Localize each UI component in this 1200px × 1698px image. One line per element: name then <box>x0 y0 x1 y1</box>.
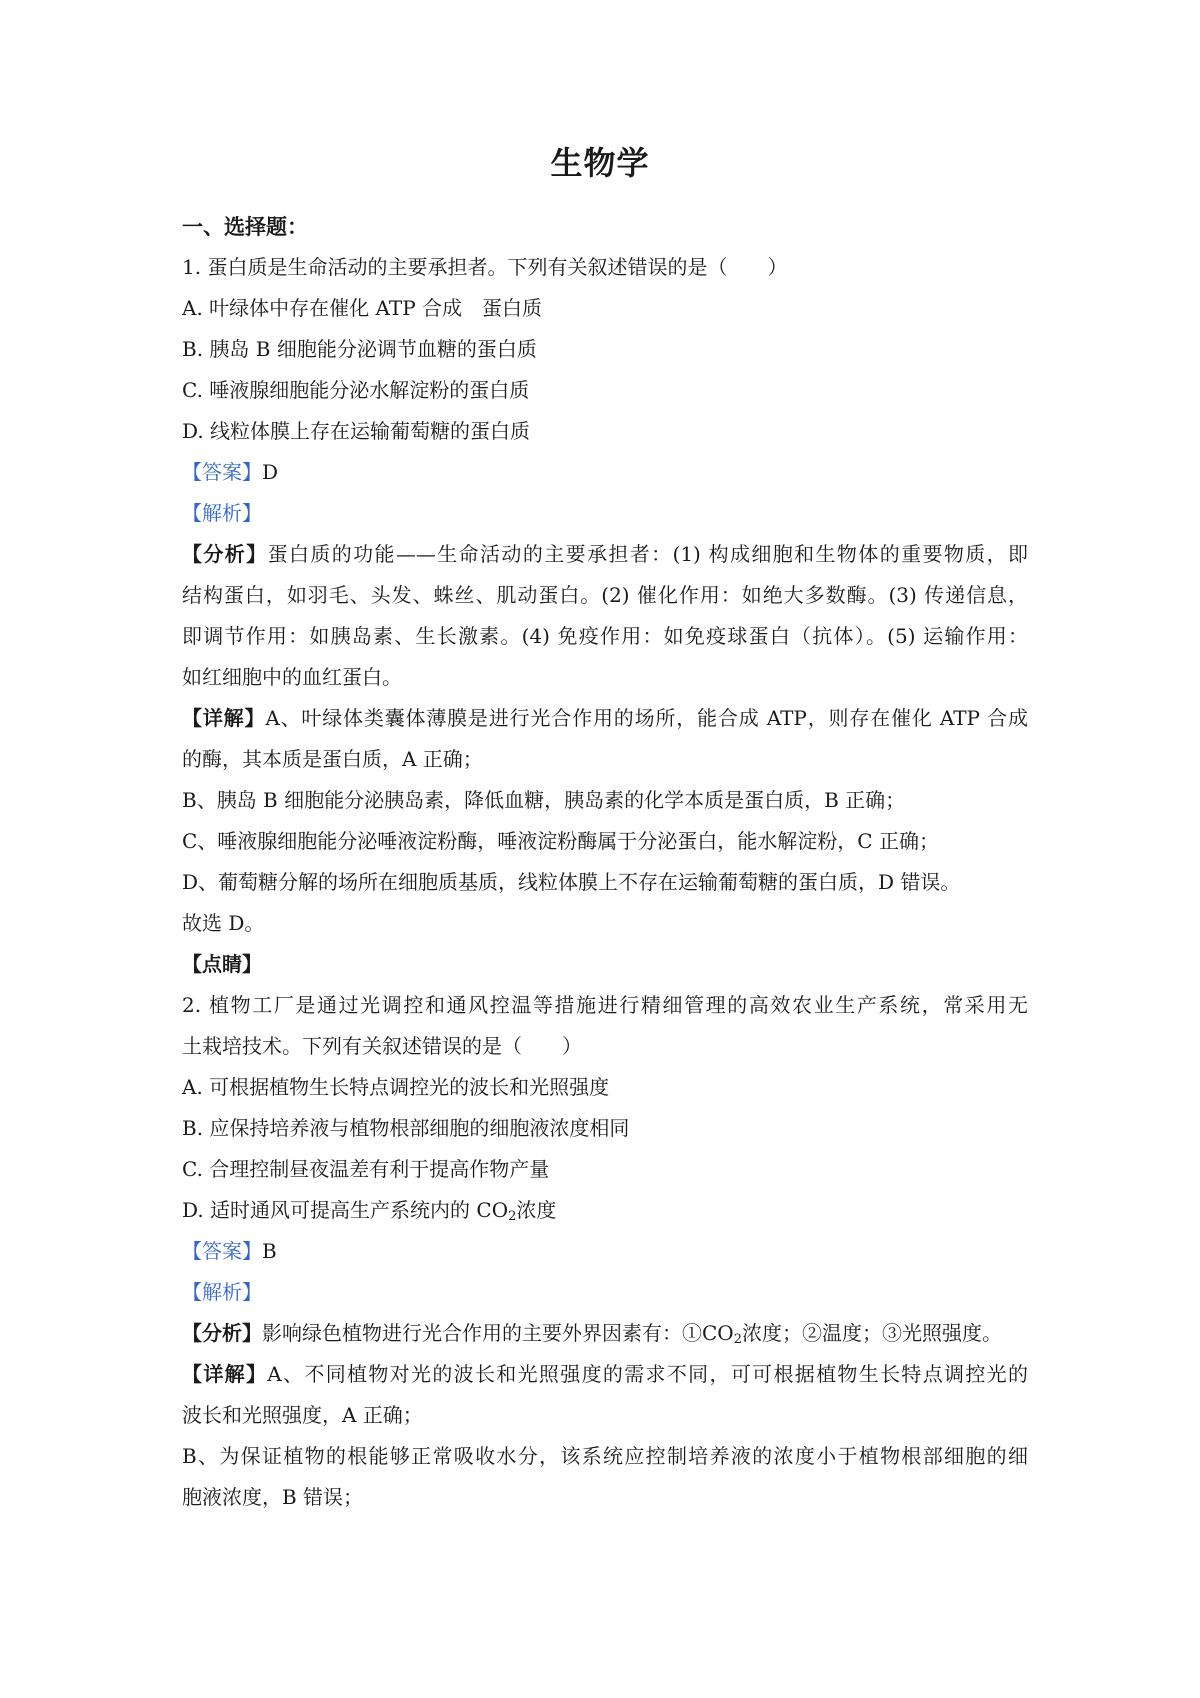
q1-option-c: C. 唾液腺细胞能分泌水解淀粉的蛋白质 <box>182 378 530 402</box>
xiangjie-text: A、不同植物对光的波长和光照强度的需求不同，可可根据植物生长特点调控光的 <box>267 1362 1028 1386</box>
q1-xiangjie-line-3: B、胰岛 B 细胞能分泌胰岛素，降低血糖，胰岛素的化学本质是蛋白质，B 正确； <box>182 788 906 812</box>
q1-xiangjie-line-5: D、葡萄糖分解的场所在细胞质基质，线粒体膜上不存在运输葡萄糖的蛋白质，D 错误。 <box>182 870 961 894</box>
section-heading: 一、选择题： <box>182 214 308 239</box>
fenxi-text: 影响绿色植物进行光合作用的主要外界因素有：①CO <box>262 1321 734 1345</box>
q2-xiangjie-line-4: 胞液浓度，B 错误； <box>182 1485 364 1509</box>
q1-xiangjie-line-2: 的酶，其本质是蛋白质，A 正确； <box>182 747 483 771</box>
subscript: 2 <box>733 1332 742 1347</box>
option-d-suffix: 浓度 <box>516 1198 557 1222</box>
q2-option-b: B. 应保持培养液与植物根部细胞的细胞液浓度相同 <box>182 1116 630 1140</box>
q1-option-a: A. 叶绿体中存在催化 ATP 合成 蛋白质 <box>182 296 543 320</box>
q1-fenxi-line-2: 结构蛋白，如羽毛、头发、蛛丝、肌动蛋白。(2) 催化作用：如绝大多数酶。(3) 传递信息， <box>182 583 1028 607</box>
xiangjie-text: A、叶绿体类囊体薄膜是进行光合作用的场所，能合成 ATP，则存在催化 ATP 合成 <box>265 706 1029 730</box>
subscript: 2 <box>508 1209 517 1224</box>
q1-option-d: D. 线粒体膜上存在运输葡萄糖的蛋白质 <box>182 419 531 443</box>
q1-xiangjie-line-4: C、唾液腺细胞能分泌唾液淀粉酶，唾液淀粉酶属于分泌蛋白，能水解淀粉，C 正确； <box>182 829 939 853</box>
q1-fenxi-line-4: 如红细胞中的血红蛋白。 <box>182 665 402 689</box>
q1-fenxi-line-3: 即调节作用：如胰岛素、生长激素。(4) 免疫作用：如免疫球蛋白（抗体）。(5) 运输作用： <box>182 624 1028 648</box>
q2-xiangjie-line-1 <box>182 1354 1028 1395</box>
q2-xiangjie-line-3: B、为保证植物的根能够正常吸收水分，该系统应控制培养液的浓度小于植物根部细胞的细 <box>182 1444 1028 1468</box>
q1-answer <box>182 452 1028 493</box>
option-d-text: D. 适时通风可提高生产系统内的 CO <box>182 1198 509 1222</box>
fenxi-tag: 【分析】 <box>182 542 268 566</box>
q2-xiangjie-line-2: 波长和光照强度，A 正确； <box>182 1403 423 1427</box>
fenxi-text: 蛋白质的功能——生命活动的主要承担者：(1) 构成细胞和生物体的重要物质，即 <box>267 542 1029 566</box>
xiangjie-tag: 【详解】 <box>182 706 266 730</box>
q1-xiangjie-line-6: 故选 D。 <box>182 911 265 935</box>
xiangjie-tag: 【详解】 <box>182 1362 268 1386</box>
q1-dianjing-tag: 【点睛】 <box>182 952 262 976</box>
q2-option-a: A. 可根据植物生长特点调控光的波长和光照强度 <box>182 1075 610 1099</box>
q1-fenxi-line-1 <box>182 534 1028 575</box>
q1-option-b: B. 胰岛 B 细胞能分泌调节血糖的蛋白质 <box>182 337 537 361</box>
fenxi-tag: 【分析】 <box>182 1321 262 1345</box>
page-title: 生物学 <box>550 144 650 182</box>
q2-option-d <box>182 1190 1028 1231</box>
q2-answer <box>182 1231 1028 1272</box>
answer-tag: 【答案】 <box>182 1239 262 1263</box>
question-2-stem-line-1: 2. 植物工厂是通过光调控和通风控温等措施进行精细管理的高效农业生产系统，常采用无 <box>182 993 1028 1017</box>
answer-tag: 【答案】 <box>182 460 262 484</box>
answer-value: B <box>262 1239 277 1263</box>
q2-fenxi-line <box>182 1313 1028 1354</box>
q2-analysis-tag: 【解析】 <box>182 1280 262 1304</box>
fenxi-text-suffix: 浓度；②温度；③光照强度。 <box>741 1321 1002 1345</box>
q2-option-c: C. 合理控制昼夜温差有利于提高作物产量 <box>182 1157 550 1181</box>
question-1-stem: 1. 蛋白质是生命活动的主要承担者。下列有关叙述错误的是（ ） <box>182 255 788 279</box>
q1-xiangjie-line-1 <box>182 698 1028 739</box>
document-body <box>182 206 1028 1518</box>
question-2-stem-line-2: 土栽培技术。下列有关叙述错误的是（ ） <box>182 1034 582 1058</box>
q1-analysis-tag: 【解析】 <box>182 501 262 525</box>
answer-value: D <box>262 460 279 484</box>
